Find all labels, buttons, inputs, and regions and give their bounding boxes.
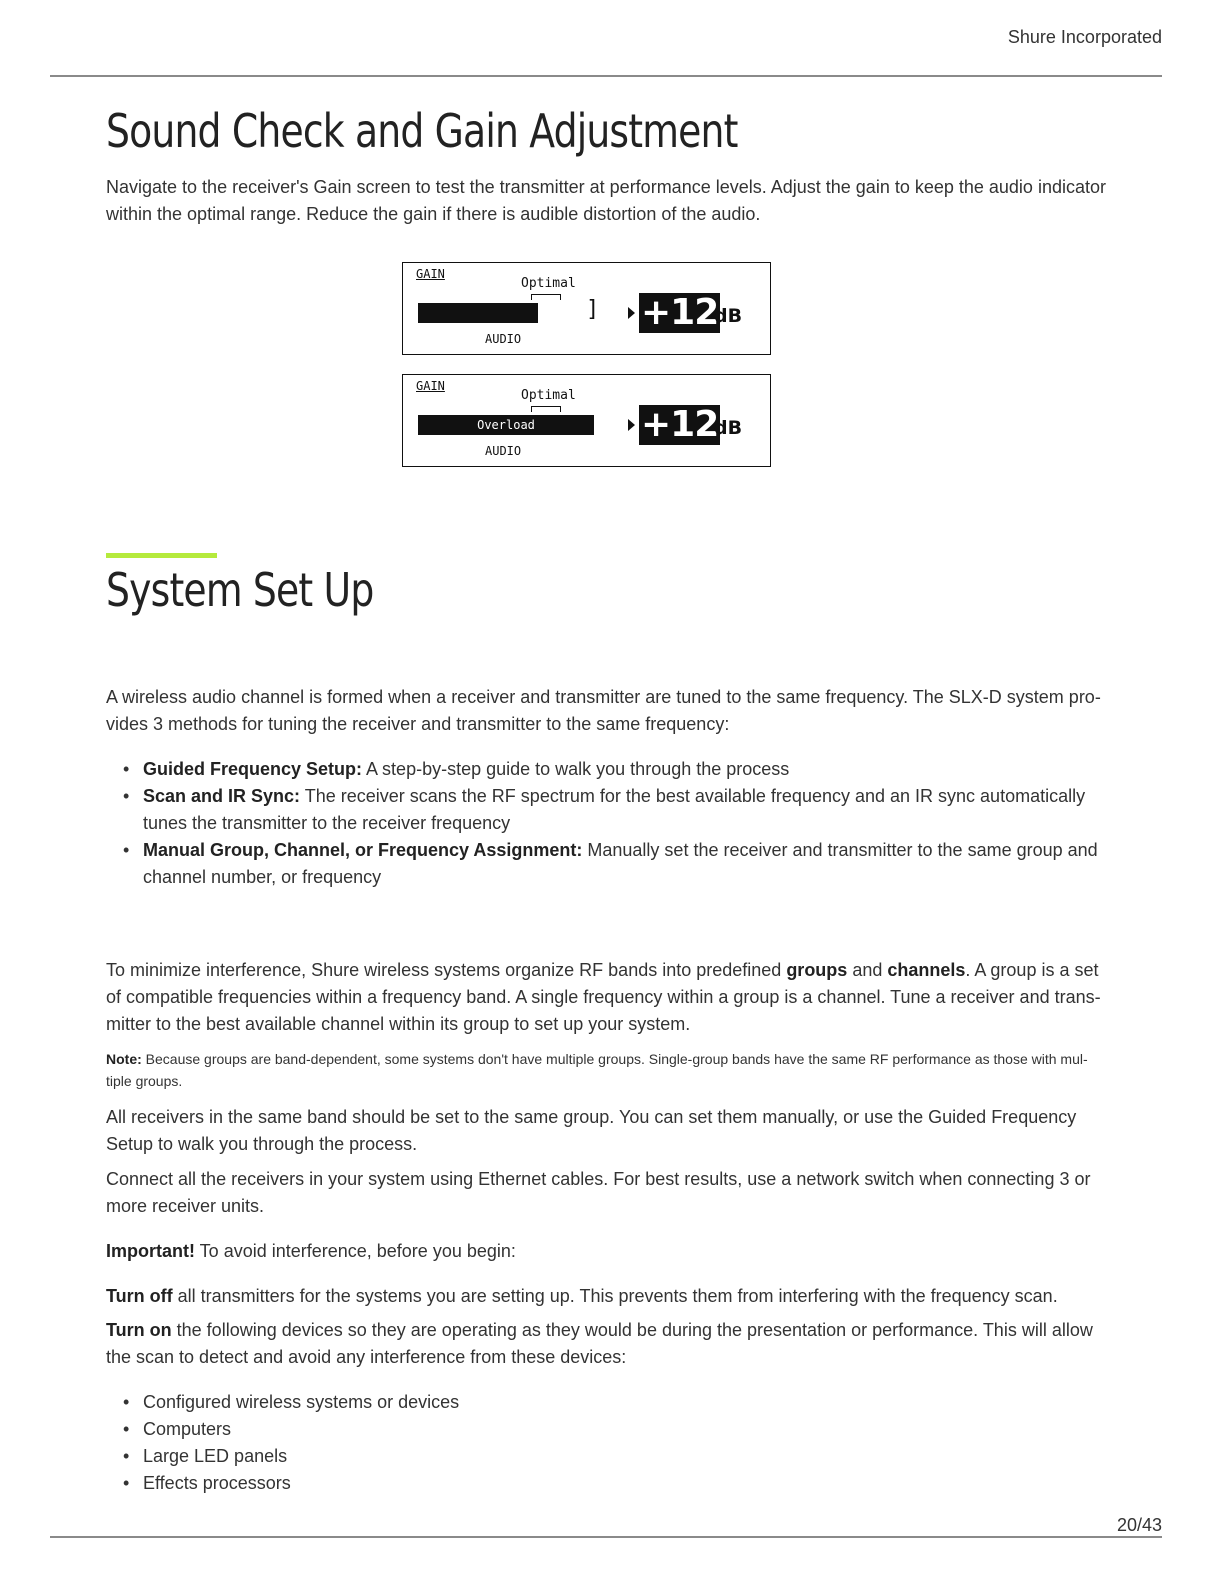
gain-label: GAIN	[416, 267, 445, 281]
list-item: • Configured wireless systems or devices	[106, 1389, 1106, 1416]
gain-screen-optimal	[402, 262, 771, 355]
turn-off-text: all transmitters for the systems you are setting up. This prevents them from interfering with the frequency scan.	[172, 1286, 1058, 1306]
list-item: • Computers	[106, 1416, 1106, 1443]
groups-term: groups	[786, 960, 848, 980]
groups-text: . A group is a set of compatible frequencies within a frequency band. A single frequency within a group is a channel. Tune a receiver and transmitter to the best available channel within its group to set up your system.	[106, 960, 1101, 1034]
section-sound-check	[106, 104, 1106, 158]
gain-unit: dB	[714, 417, 743, 439]
important-text: To avoid interference, before you begin:	[195, 1241, 516, 1261]
turn-on-text: the following devices so they are operating as they would be during the presentation or performance. This will allow the scan to detect and avoid any interference from these devices:	[106, 1320, 1093, 1367]
gain-label: GAIN	[416, 379, 445, 393]
note-label: Note:	[106, 1051, 142, 1067]
turn-on-label: Turn on	[106, 1320, 172, 1340]
method-desc: The receiver scans the RF spectrum for the best available frequency and an IR sync automatically tunes the transmitter to the receiver frequency	[143, 786, 1086, 833]
important-paragraph	[106, 1238, 1106, 1265]
important-label: Important!	[106, 1241, 195, 1261]
list-item	[106, 783, 1106, 837]
header-rule	[50, 75, 1162, 77]
meter-overload-text: Overload	[477, 418, 535, 432]
turn-on-paragraph	[106, 1317, 1106, 1371]
audio-meter-bar	[418, 303, 538, 323]
header-company: Shure Incorporated	[1007, 27, 1162, 47]
turn-off-paragraph	[106, 1283, 1106, 1310]
turn-off-label: Turn off	[106, 1286, 173, 1306]
sound-check-intro-block	[106, 174, 1106, 228]
tuning-methods-list	[106, 756, 1106, 891]
section-system-setup	[106, 563, 1106, 617]
section-title-system-setup: System Set Up	[106, 563, 374, 617]
groups-channels-block	[106, 957, 1106, 1497]
page-number: 20/43	[1116, 1515, 1162, 1535]
method-term: Manual Group, Channel, or Frequency Assignment:	[143, 840, 583, 860]
note-text: Because groups are band-dependent, some systems don't have multiple groups. Single-group bands have the same RF performance as those with multiple groups.	[106, 1051, 1088, 1089]
optimal-range-bracket	[531, 294, 561, 300]
gain-unit: dB	[714, 305, 743, 327]
section-accent-bar	[106, 553, 217, 558]
groups-text: and	[847, 960, 888, 980]
groups-text: To minimize interference, Shure wireless systems organize RF bands into predefined	[106, 960, 787, 980]
optimal-label: Optimal	[521, 276, 576, 291]
connect-paragraph: Connect all the receivers in your system using Ethernet cables. For best results, use a network switch when connecting 3 or more receiver units.	[106, 1169, 1091, 1216]
method-desc: Manually set the receiver and transmitter to the same group and channel number, or frequency	[143, 840, 1098, 887]
section-title-sound-check: Sound Check and Gain Adjustment	[106, 104, 738, 158]
audio-meter-bar	[418, 415, 594, 435]
audio-label: AUDIO	[485, 332, 522, 346]
channels-term: channels	[887, 960, 966, 980]
caret-right-icon	[628, 419, 635, 431]
gain-value: +12	[641, 404, 719, 445]
list-item	[106, 837, 1106, 891]
optimal-label: Optimal	[521, 388, 576, 403]
optimal-range-bracket	[531, 406, 561, 412]
method-desc: A step-by-step guide to walk you through the process	[362, 759, 790, 779]
groups-paragraph	[106, 957, 1106, 1038]
method-term: Scan and IR Sync:	[143, 786, 301, 806]
audio-label: AUDIO	[485, 444, 522, 458]
devices-list	[106, 1389, 1106, 1497]
list-item	[106, 756, 1106, 783]
gain-value: +12	[641, 292, 719, 333]
meter-end-bracket: ]	[586, 297, 600, 322]
note-paragraph	[106, 1048, 1106, 1092]
list-item: • Large LED panels	[106, 1443, 1106, 1470]
system-setup-body	[106, 684, 1106, 891]
list-item: • Effects processors	[106, 1470, 1106, 1497]
footer-rule	[50, 1536, 1162, 1538]
method-term: Guided Frequency Setup:	[143, 759, 363, 779]
sound-check-intro: Navigate to the receiver's Gain screen to test the transmitter at performance levels. Adjust the gain to keep the audio indicator within the optimal range. Reduce the gain if there is audible distortion of the audio.	[106, 177, 1106, 224]
gain-screen-overload	[402, 374, 771, 467]
caret-right-icon	[628, 307, 635, 319]
receivers-paragraph: All receivers in the same band should be set to the same group. You can set them manually, or use the Guided Frequency Setup to walk you through the process.	[106, 1107, 1077, 1154]
system-setup-intro: A wireless audio channel is formed when a receiver and transmitter are tuned to the same frequency. The SLX-D system provides 3 methods for tuning the receiver and transmitter to the same frequency:	[106, 687, 1101, 734]
